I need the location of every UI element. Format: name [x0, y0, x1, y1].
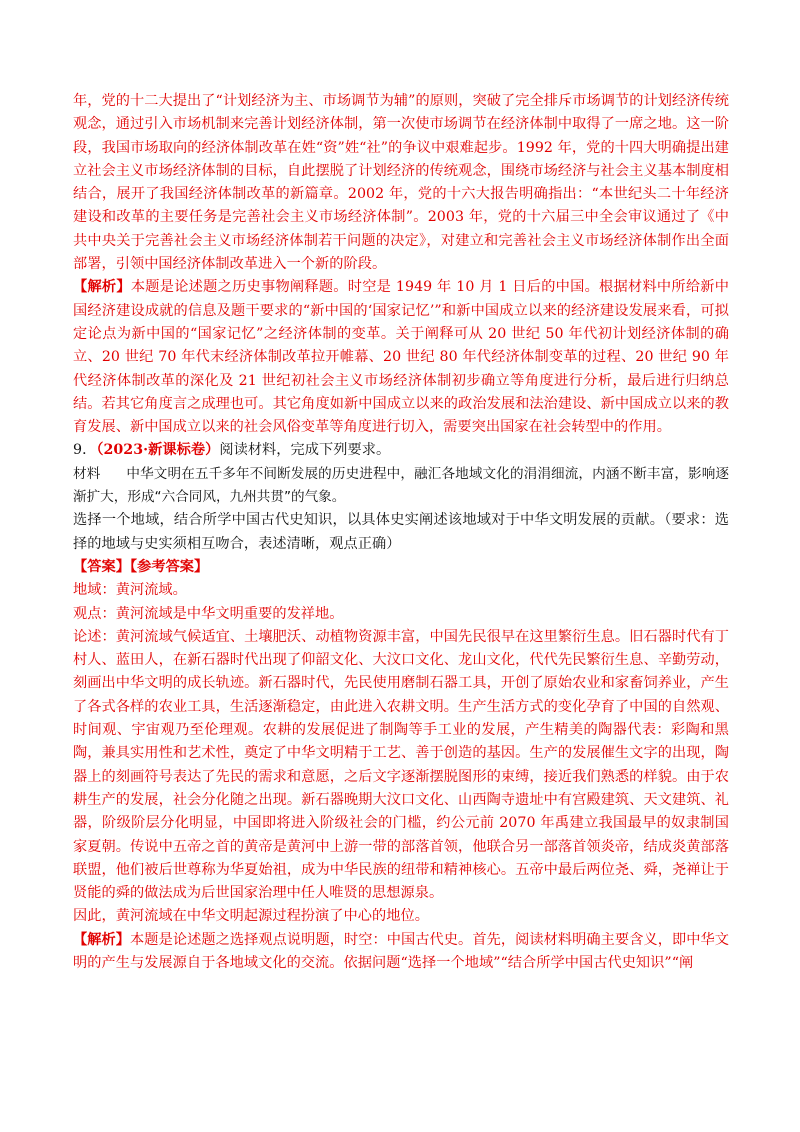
question-prompt: 阅读材料，完成下列要求。	[219, 442, 391, 459]
answer-region	[73, 579, 729, 602]
answer-argument	[73, 626, 729, 906]
answer-tag-line	[73, 556, 729, 579]
analysis-block-1	[73, 276, 729, 439]
analysis-text: 本题是论述题之历史事物阐释题。时空是 1949 年 10 月 1 日后的中国。根据材料中所给新中国经济建设成就的信息及题干要求的“新中国的‘国家记忆’”和新中国成立以来的经济建设发展来看，可拟定论点为新中国的“国家记忆”之经济体制的变革。关于阐释可从 20 世纪 50 年代初计划经济体制的确立、20 世纪 70 年代末经济体制改革拉开帷幕、20 世纪 80 年代经济体制变革的过程、20 世纪 90 年代经济体制改革的深化及 21 世纪初社会主义市场经济体制初步确立等角度进行分析，最后进行归纳总结。若其它角度言之成理也可。其它角度如新中国成立以来的政治发展和法治建设、新中国成立以来的教育发展、新中国成立以来的社会风俗变革等角度进行切入，需要突出国家在社会转型中的作用。	[73, 279, 729, 436]
analysis-tag: 【解析】	[73, 279, 131, 296]
answer-viewpoint-text: 观点：黄河流域是中华文明重要的发祥地。	[73, 605, 344, 622]
answer-viewpoint	[73, 603, 729, 626]
answer-conclusion	[73, 905, 729, 928]
question-number: 9．	[73, 442, 97, 459]
analysis-tag-2: 【解析】	[73, 931, 131, 948]
answer-continuation-text: 年，党的十二大提出了“计划经济为主、市场调节为辅”的原则，突破了完全排斥市场调节的计划经济传统观念，通过引入市场机制来完善计划经济体制，第一次使市场调节在经济体制中取得了一席之地。这一阶段，我国市场取向的经济体制改革在姓“资”姓“社”的争议中艰难起步。1992 年，党的十四大明确提出建立社会主义市场经济体制的目标，自此摆脱了计划经济的传统观念，围绕市场经济与社会主义基本制度相结合，展开了我国经济体制改革的新篇章。2002 年，党的十六大报告明确指出：“本世纪头二十年经济建设和改革的主要任务是完善社会主义市场经济体制”。2003 年，党的十六届三中全会审议通过了《中共中央关于完善社会主义市场经济体制若干问题的决定》，对建立和完善社会主义市场经济体制作出全面部署，引领中国经济体制改革进入一个新的阶段。	[73, 93, 729, 273]
document-page	[73, 90, 729, 975]
analysis-text-2: 本题是论述题之选择观点说明题，时空：中国古代史。首先，阅读材料明确主要含义，即中华文明的产生与发展源自于各地域文化的交流。依据问题“选择一个地域”“结合所学中国古代史知识”“阐	[73, 931, 729, 971]
question-requirement	[73, 509, 729, 556]
analysis-block-2	[73, 929, 729, 976]
answer-tag: 【答案】【参考答案】	[73, 558, 209, 575]
question-source: （2023·新课标卷）	[96, 442, 220, 459]
answer-continuation	[73, 90, 729, 276]
answer-argument-text: 论述：黄河流域气候适宜、土壤肥沃、动植物资源丰富，中国先民很早在这里繁衍生息。旧石器时代有丁村人、蓝田人，在新石器时代出现了仰韶文化、大汶口文化、龙山文化，代代先民繁衍生息、辛勤劳动，刻画出中华文明的成长轨迹。新石器时代，先民使用磨制石器工具，开创了原始农业和家畜饲养业，产生了各式各样的农业工具，生活逐渐稳定，由此进入农耕文明。生产生活方式的变化孕育了中国的自然观、时间观、宇宙观乃至伦理观。农耕的发展促进了制陶等手工业的发展，产生精美的陶器代表：彩陶和黑陶，兼具实用性和艺术性，奠定了中华文明精于工艺、善于创造的基因。生产的发展催生文字的出现，陶器上的刻画符号表达了先民的需求和意愿，之后文字逐渐摆脱图形的束缚，接近我们熟悉的样貌。由于农耕生产的发展，社会分化随之出现。新石器晚期大汶口文化、山西陶寺遗址中有宫殿建筑、天文建筑、礼器，阶级阶层分化明显，中国即将进入阶级社会的门槛，约公元前 2070 年禹建立我国最早的奴隶制国家夏朝。传说中五帝之首的黄帝是黄河中上游一带的部落首领，他联合另一部落首领炎帝，结成炎黄部落联盟，他们被后世尊称为华夏始祖，成为中华民族的纽带和精神核心。五帝中最后两位尧、舜，尧禅让于贤能的舜的做法成为后世国家治理中任人唯贤的思想源泉。	[73, 628, 729, 902]
question-requirement-text: 选择一个地域，结合所学中国古代史知识，以具体史实阐述该地域对于中华文明发展的贡献。（要求：选择的地域与史实须相互吻合，表述清晰，观点正确）	[73, 512, 729, 552]
question-9-header	[73, 439, 729, 462]
answer-region-text: 地域：黄河流域。	[73, 582, 187, 599]
material-block	[73, 463, 729, 510]
answer-conclusion-text: 因此，黄河流域在中华文明起源过程扮演了中心的地位。	[73, 908, 429, 925]
material-text: 中华文明在五千多年不间断发展的历史进程中，融汇各地域文化的涓涓细流，内涵不断丰富，影响逐渐扩大，形成“六合同风，九州共贯”的气象。	[73, 465, 730, 506]
material-label: 材料	[73, 465, 101, 482]
